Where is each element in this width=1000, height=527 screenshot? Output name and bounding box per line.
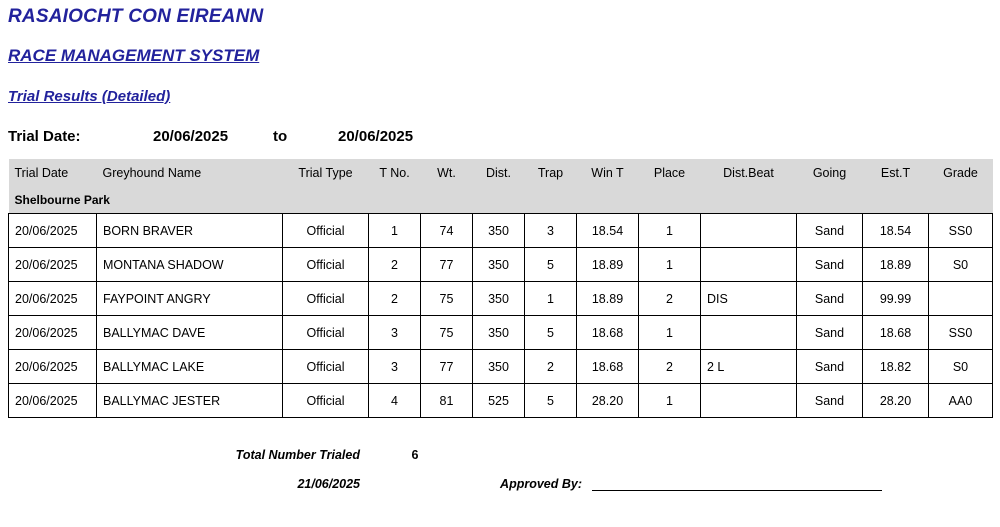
cell-est-t: 99.99 (863, 282, 929, 316)
table-spacer-row (9, 418, 993, 447)
column-header-trap: Trap (525, 159, 577, 187)
table-row (9, 350, 993, 384)
cell-greyhound-name: MONTANA SHADOW (97, 248, 283, 282)
print-date: 21/06/2025 (297, 477, 360, 491)
cell-trial-type: Official (283, 214, 369, 248)
cell-going: Sand (797, 214, 863, 248)
column-header-wt: Wt. (421, 159, 473, 187)
cell-place: 1 (639, 384, 701, 418)
trial-results-table (8, 159, 993, 446)
cell-t-no: 4 (369, 384, 421, 418)
column-header-dist: Dist. (473, 159, 525, 187)
cell-trial-type: Official (283, 350, 369, 384)
cell-wt: 81 (421, 384, 473, 418)
table-row (9, 316, 993, 350)
cell-grade: S0 (929, 248, 993, 282)
cell-going: Sand (797, 316, 863, 350)
total-trialed-row (8, 448, 992, 462)
column-header-grade: Grade (929, 159, 993, 187)
cell-t-no: 1 (369, 214, 421, 248)
cell-trap: 3 (525, 214, 577, 248)
table-row (9, 282, 993, 316)
cell-t-no: 2 (369, 282, 421, 316)
total-trialed-value: 6 (411, 448, 419, 462)
column-header-trial-type: Trial Type (283, 159, 369, 187)
cell-dist: 350 (473, 248, 525, 282)
column-header-greyhound-name: Greyhound Name (97, 159, 283, 187)
cell-dist: 350 (473, 350, 525, 384)
report-footer (8, 448, 992, 491)
cell-est-t: 18.68 (863, 316, 929, 350)
column-header-going: Going (797, 159, 863, 187)
cell-est-t: 18.89 (863, 248, 929, 282)
table-row (9, 214, 993, 248)
column-header-place: Place (639, 159, 701, 187)
cell-trial-type: Official (283, 248, 369, 282)
cell-going: Sand (797, 350, 863, 384)
cell-place: 1 (639, 248, 701, 282)
cell-wt: 74 (421, 214, 473, 248)
cell-place: 2 (639, 282, 701, 316)
cell-grade: SS0 (929, 316, 993, 350)
cell-trap: 2 (525, 350, 577, 384)
cell-wt: 77 (421, 350, 473, 384)
venue-group-row (9, 187, 993, 214)
cell-dist-beat (701, 214, 797, 248)
cell-trap: 5 (525, 384, 577, 418)
cell-going: Sand (797, 282, 863, 316)
system-title: RACE MANAGEMENT SYSTEM (8, 46, 260, 65)
cell-dist: 350 (473, 316, 525, 350)
cell-t-no: 2 (369, 248, 421, 282)
date-range-to-label: to (273, 128, 288, 145)
column-header-win-t: Win T (577, 159, 639, 187)
cell-win-t: 28.20 (577, 384, 639, 418)
date-from-value: 20/06/2025 (153, 128, 229, 145)
total-trialed-label: Total Number Trialed (235, 448, 360, 462)
table-header-row (9, 159, 993, 187)
cell-grade: SS0 (929, 214, 993, 248)
cell-greyhound-name: BALLYMAC DAVE (97, 316, 283, 350)
cell-dist: 350 (473, 282, 525, 316)
page-title: Trial Results (Detailed) (8, 88, 171, 105)
column-header-trial-date: Trial Date (9, 159, 97, 187)
cell-greyhound-name: BALLYMAC LAKE (97, 350, 283, 384)
column-header-t-no: T No. (369, 159, 421, 187)
date-to-value: 20/06/2025 (338, 128, 414, 145)
cell-wt: 77 (421, 248, 473, 282)
cell-trial-type: Official (283, 384, 369, 418)
cell-place: 1 (639, 214, 701, 248)
column-header-dist-beat: Dist.Beat (701, 159, 797, 187)
table-spacer-cell (9, 418, 993, 447)
organisation-title: RASAIOCHT CON EIREANN (8, 6, 264, 27)
cell-trap: 5 (525, 316, 577, 350)
cell-grade: S0 (929, 350, 993, 384)
cell-trial-date: 20/06/2025 (9, 350, 97, 384)
cell-est-t: 28.20 (863, 384, 929, 418)
cell-grade: AA0 (929, 384, 993, 418)
cell-dist: 525 (473, 384, 525, 418)
cell-place: 2 (639, 350, 701, 384)
cell-wt: 75 (421, 282, 473, 316)
cell-going: Sand (797, 384, 863, 418)
cell-dist-beat (701, 316, 797, 350)
cell-trial-type: Official (283, 316, 369, 350)
cell-win-t: 18.89 (577, 282, 639, 316)
cell-trap: 5 (525, 248, 577, 282)
cell-dist-beat: DIS (701, 282, 797, 316)
cell-trial-date: 20/06/2025 (9, 248, 97, 282)
signature-row (8, 476, 992, 491)
cell-win-t: 18.68 (577, 350, 639, 384)
cell-trial-date: 20/06/2025 (9, 316, 97, 350)
approved-by-label: Approved By: (500, 477, 582, 491)
table-row (9, 384, 993, 418)
cell-win-t: 18.54 (577, 214, 639, 248)
date-range (8, 128, 992, 145)
cell-t-no: 3 (369, 316, 421, 350)
report-header (8, 0, 992, 108)
cell-grade (929, 282, 993, 316)
venue-name: Shelbourne Park (9, 187, 993, 214)
cell-trial-date: 20/06/2025 (9, 214, 97, 248)
cell-trial-date: 20/06/2025 (9, 384, 97, 418)
cell-greyhound-name: BALLYMAC JESTER (97, 384, 283, 418)
cell-going: Sand (797, 248, 863, 282)
column-header-est-t: Est.T (863, 159, 929, 187)
cell-win-t: 18.89 (577, 248, 639, 282)
cell-trial-type: Official (283, 282, 369, 316)
cell-wt: 75 (421, 316, 473, 350)
cell-dist: 350 (473, 214, 525, 248)
cell-greyhound-name: FAYPOINT ANGRY (97, 282, 283, 316)
cell-place: 1 (639, 316, 701, 350)
cell-est-t: 18.54 (863, 214, 929, 248)
cell-trap: 1 (525, 282, 577, 316)
cell-est-t: 18.82 (863, 350, 929, 384)
cell-dist-beat: 2 L (701, 350, 797, 384)
cell-trial-date: 20/06/2025 (9, 282, 97, 316)
cell-dist-beat (701, 248, 797, 282)
table-row (9, 248, 993, 282)
signature-line (592, 476, 882, 491)
date-range-label: Trial Date: (8, 128, 81, 145)
cell-t-no: 3 (369, 350, 421, 384)
cell-win-t: 18.68 (577, 316, 639, 350)
cell-greyhound-name: BORN BRAVER (97, 214, 283, 248)
cell-dist-beat (701, 384, 797, 418)
